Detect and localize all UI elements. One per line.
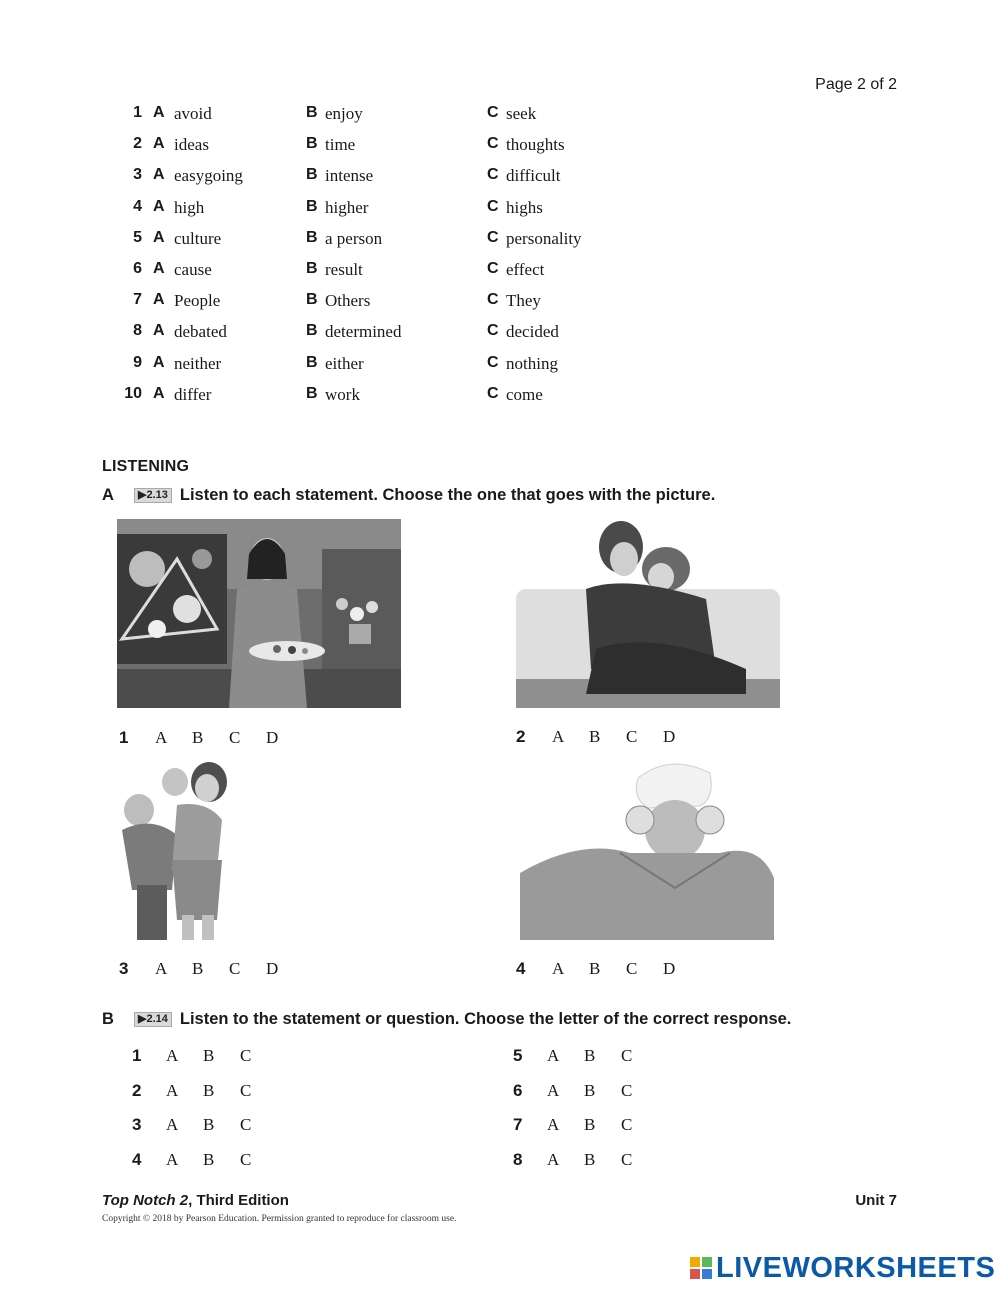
question-number: 7 (513, 1115, 523, 1134)
vocab-number: 9 (133, 353, 142, 371)
option-letter-c: C (487, 291, 499, 309)
choice-b[interactable]: B (203, 1080, 215, 1100)
option-b-word[interactable]: a person (325, 228, 383, 248)
section-b-question-row (513, 1046, 658, 1081)
liveworksheets-logo[interactable] (690, 1252, 995, 1285)
choice-c[interactable]: C (229, 728, 241, 747)
option-letter-c: C (487, 228, 499, 246)
option-letter-b: B (306, 228, 318, 246)
question-number: 8 (513, 1149, 523, 1169)
question-number: 4 (516, 959, 526, 978)
section-b-instruction (102, 1010, 791, 1029)
choice-c[interactable]: C (240, 1080, 252, 1100)
section-b-label: B (102, 1010, 114, 1028)
option-letter-b: B (306, 353, 318, 371)
section-a-label: A (102, 486, 114, 504)
section-b-question-row (513, 1081, 658, 1116)
option-a-word[interactable]: ideas (174, 135, 209, 155)
option-a-word[interactable]: differ (174, 384, 212, 404)
option-c-word[interactable]: seek (506, 104, 537, 123)
section-b-question-row (513, 1115, 658, 1150)
choice-a[interactable]: A (552, 959, 565, 978)
option-letter-c: C (487, 322, 499, 340)
option-letter-a: A (153, 384, 165, 402)
choice-c[interactable]: C (240, 1115, 252, 1134)
option-letter-b: B (306, 322, 318, 340)
choice-a[interactable]: A (547, 1149, 560, 1169)
section-b-right-column (513, 1046, 658, 1184)
vocab-row (112, 229, 672, 260)
option-letter-a: A (153, 104, 165, 121)
vocab-row (112, 354, 672, 385)
section-a-instruction-text: Listen to each statement. Choose the one that goes with the picture. (179, 486, 716, 504)
vocab-number: 4 (133, 197, 142, 215)
three-children-photo (117, 760, 243, 940)
option-letter-a: A (153, 291, 165, 309)
choice-a[interactable]: A (166, 1046, 179, 1065)
vocab-row (112, 135, 672, 166)
vocab-number: 2 (133, 135, 142, 153)
option-letter-a: A (153, 166, 165, 184)
question-number: 4 (132, 1149, 142, 1169)
choice-b[interactable]: B (203, 1115, 215, 1134)
choice-d[interactable]: D (663, 727, 676, 746)
option-a-word[interactable]: cause (174, 259, 212, 279)
choice-c[interactable]: C (621, 1080, 633, 1100)
option-b-word[interactable]: Others (325, 291, 371, 311)
choice-a[interactable]: A (547, 1080, 560, 1100)
listening-heading: LISTENING (102, 458, 190, 475)
option-c-word[interactable]: highs (506, 197, 543, 217)
choice-a[interactable]: A (166, 1115, 179, 1134)
choice-a[interactable]: A (547, 1046, 560, 1065)
choice-c[interactable]: C (626, 727, 638, 746)
option-letter-a: A (153, 228, 165, 246)
vocab-number: 8 (133, 322, 142, 340)
choice-a[interactable]: A (155, 959, 168, 978)
option-letter-c: C (487, 166, 499, 184)
option-a-word[interactable]: culture (174, 228, 222, 248)
vocab-number: 10 (124, 384, 142, 402)
option-b-word[interactable]: determined (325, 322, 402, 342)
section-b-question-row (132, 1150, 277, 1185)
choice-b[interactable]: B (584, 1080, 596, 1100)
vocab-row (112, 166, 672, 197)
choice-b[interactable]: B (192, 959, 204, 978)
choice-c[interactable]: C (240, 1149, 252, 1169)
option-a-word[interactable]: high (174, 197, 205, 217)
option-c-word[interactable]: personality (506, 228, 582, 248)
option-b-word[interactable]: time (325, 135, 356, 155)
vocab-row (112, 260, 672, 291)
choice-c[interactable]: C (621, 1115, 633, 1134)
brand-name: LIVEWORKSHEETS (716, 1252, 996, 1284)
choice-b[interactable]: B (584, 1149, 596, 1169)
liveworksheets-icon (690, 1257, 712, 1279)
footer-unit: Unit 7 (855, 1192, 897, 1209)
option-letter-a: A (153, 353, 165, 371)
two-girls-hugging-photo (516, 519, 780, 708)
book-title: Top Notch 2 (102, 1192, 189, 1209)
option-a-word[interactable]: avoid (174, 104, 212, 123)
section-b-question-row (132, 1046, 277, 1081)
option-b-word[interactable]: work (325, 384, 360, 404)
option-letter-b: B (306, 259, 318, 277)
option-letter-b: B (306, 104, 318, 121)
option-letter-b: B (306, 384, 318, 402)
choice-a[interactable]: A (155, 728, 168, 747)
question-number: 3 (119, 959, 129, 978)
vocab-row (112, 291, 672, 322)
question-number: 2 (516, 727, 526, 746)
choice-b[interactable]: B (203, 1149, 215, 1169)
option-letter-a: A (153, 322, 165, 340)
boy-chef-hat-photo (520, 758, 774, 940)
question-number: 3 (132, 1115, 142, 1134)
vocab-number: 1 (133, 104, 142, 121)
footer-book-title (102, 1192, 289, 1209)
option-letter-c: C (487, 259, 499, 277)
choice-c[interactable]: C (621, 1149, 633, 1169)
vocab-row (112, 385, 672, 416)
vocab-number: 7 (133, 291, 142, 309)
vocab-number: 6 (133, 259, 142, 277)
option-c-word[interactable]: difficult (506, 166, 561, 186)
question-a2-choices (516, 727, 700, 747)
option-letter-b: B (306, 135, 318, 153)
option-letter-c: C (487, 353, 499, 371)
vocabulary-answer-list (112, 104, 672, 416)
choice-a[interactable]: A (166, 1149, 179, 1169)
choice-d[interactable]: D (266, 959, 279, 978)
option-c-word[interactable]: decided (506, 322, 559, 342)
option-c-word[interactable]: nothing (506, 353, 558, 373)
painter-woman-photo (117, 519, 401, 708)
question-number: 1 (119, 728, 129, 747)
choice-d[interactable]: D (266, 728, 279, 747)
option-a-word[interactable]: debated (174, 322, 227, 342)
copyright-notice: Copyright © 2018 by Pearson Education. Permission granted to reproduce for classroom use. (102, 1214, 457, 1224)
choice-b[interactable]: B (584, 1046, 596, 1065)
option-b-word[interactable]: either (325, 353, 364, 373)
section-b-left-column (132, 1046, 277, 1184)
option-letter-c: C (487, 197, 499, 215)
section-a-instruction (102, 486, 715, 505)
choice-c[interactable]: C (240, 1046, 252, 1065)
choice-b[interactable]: B (192, 728, 204, 747)
option-letter-b: B (306, 166, 318, 184)
option-b-word[interactable]: enjoy (325, 104, 363, 123)
option-letter-c: C (487, 104, 499, 121)
audio-track-2-13[interactable]: ▶2.13 (134, 488, 172, 503)
question-number: 1 (132, 1046, 142, 1065)
option-c-word[interactable]: come (506, 384, 543, 404)
option-letter-c: C (487, 135, 499, 153)
option-letter-a: A (153, 197, 165, 215)
question-a1-choices (119, 728, 303, 748)
choice-a[interactable]: A (547, 1115, 560, 1134)
option-letter-a: A (153, 259, 165, 277)
section-b-question-row (132, 1115, 277, 1150)
section-b-instruction-text: Listen to the statement or question. Choose the letter of the correct response. (179, 1010, 792, 1028)
section-b-question-row (513, 1150, 658, 1185)
page-number: Page 2 of 2 (815, 76, 897, 93)
choice-b[interactable]: B (203, 1046, 215, 1065)
choice-b[interactable]: B (589, 727, 601, 746)
option-b-word[interactable]: result (325, 259, 363, 279)
question-a3-choices (119, 959, 303, 979)
option-a-word[interactable]: People (174, 291, 221, 311)
option-letter-b: B (306, 291, 318, 309)
option-a-word[interactable]: neither (174, 353, 222, 373)
vocab-number: 5 (133, 228, 142, 246)
option-b-word[interactable]: intense (325, 166, 374, 186)
vocab-row (112, 322, 672, 353)
option-c-word[interactable]: thoughts (506, 135, 565, 155)
question-number: 2 (132, 1080, 142, 1100)
choice-a[interactable]: A (166, 1080, 179, 1100)
choice-b[interactable]: B (584, 1115, 596, 1134)
vocab-row (112, 104, 672, 135)
choice-c[interactable]: C (626, 959, 638, 978)
question-a4-choices (516, 959, 700, 979)
question-number: 6 (513, 1080, 523, 1100)
option-letter-a: A (153, 135, 165, 153)
section-b-question-row (132, 1081, 277, 1116)
audio-track-2-14[interactable]: ▶2.14 (134, 1012, 172, 1027)
choice-d[interactable]: D (663, 959, 676, 978)
vocab-row (112, 198, 672, 229)
option-letter-c: C (487, 384, 499, 402)
choice-c[interactable]: C (621, 1046, 633, 1065)
option-c-word[interactable]: They (506, 291, 541, 311)
option-b-word[interactable]: higher (325, 197, 369, 217)
vocab-number: 3 (133, 166, 142, 184)
option-letter-b: B (306, 197, 318, 215)
option-a-word[interactable]: easygoing (174, 166, 243, 186)
question-number: 5 (513, 1046, 523, 1065)
book-edition: , Third Edition (188, 1192, 289, 1209)
option-c-word[interactable]: effect (506, 259, 545, 279)
choice-b[interactable]: B (589, 959, 601, 978)
choice-c[interactable]: C (229, 959, 241, 978)
choice-a[interactable]: A (552, 727, 565, 746)
